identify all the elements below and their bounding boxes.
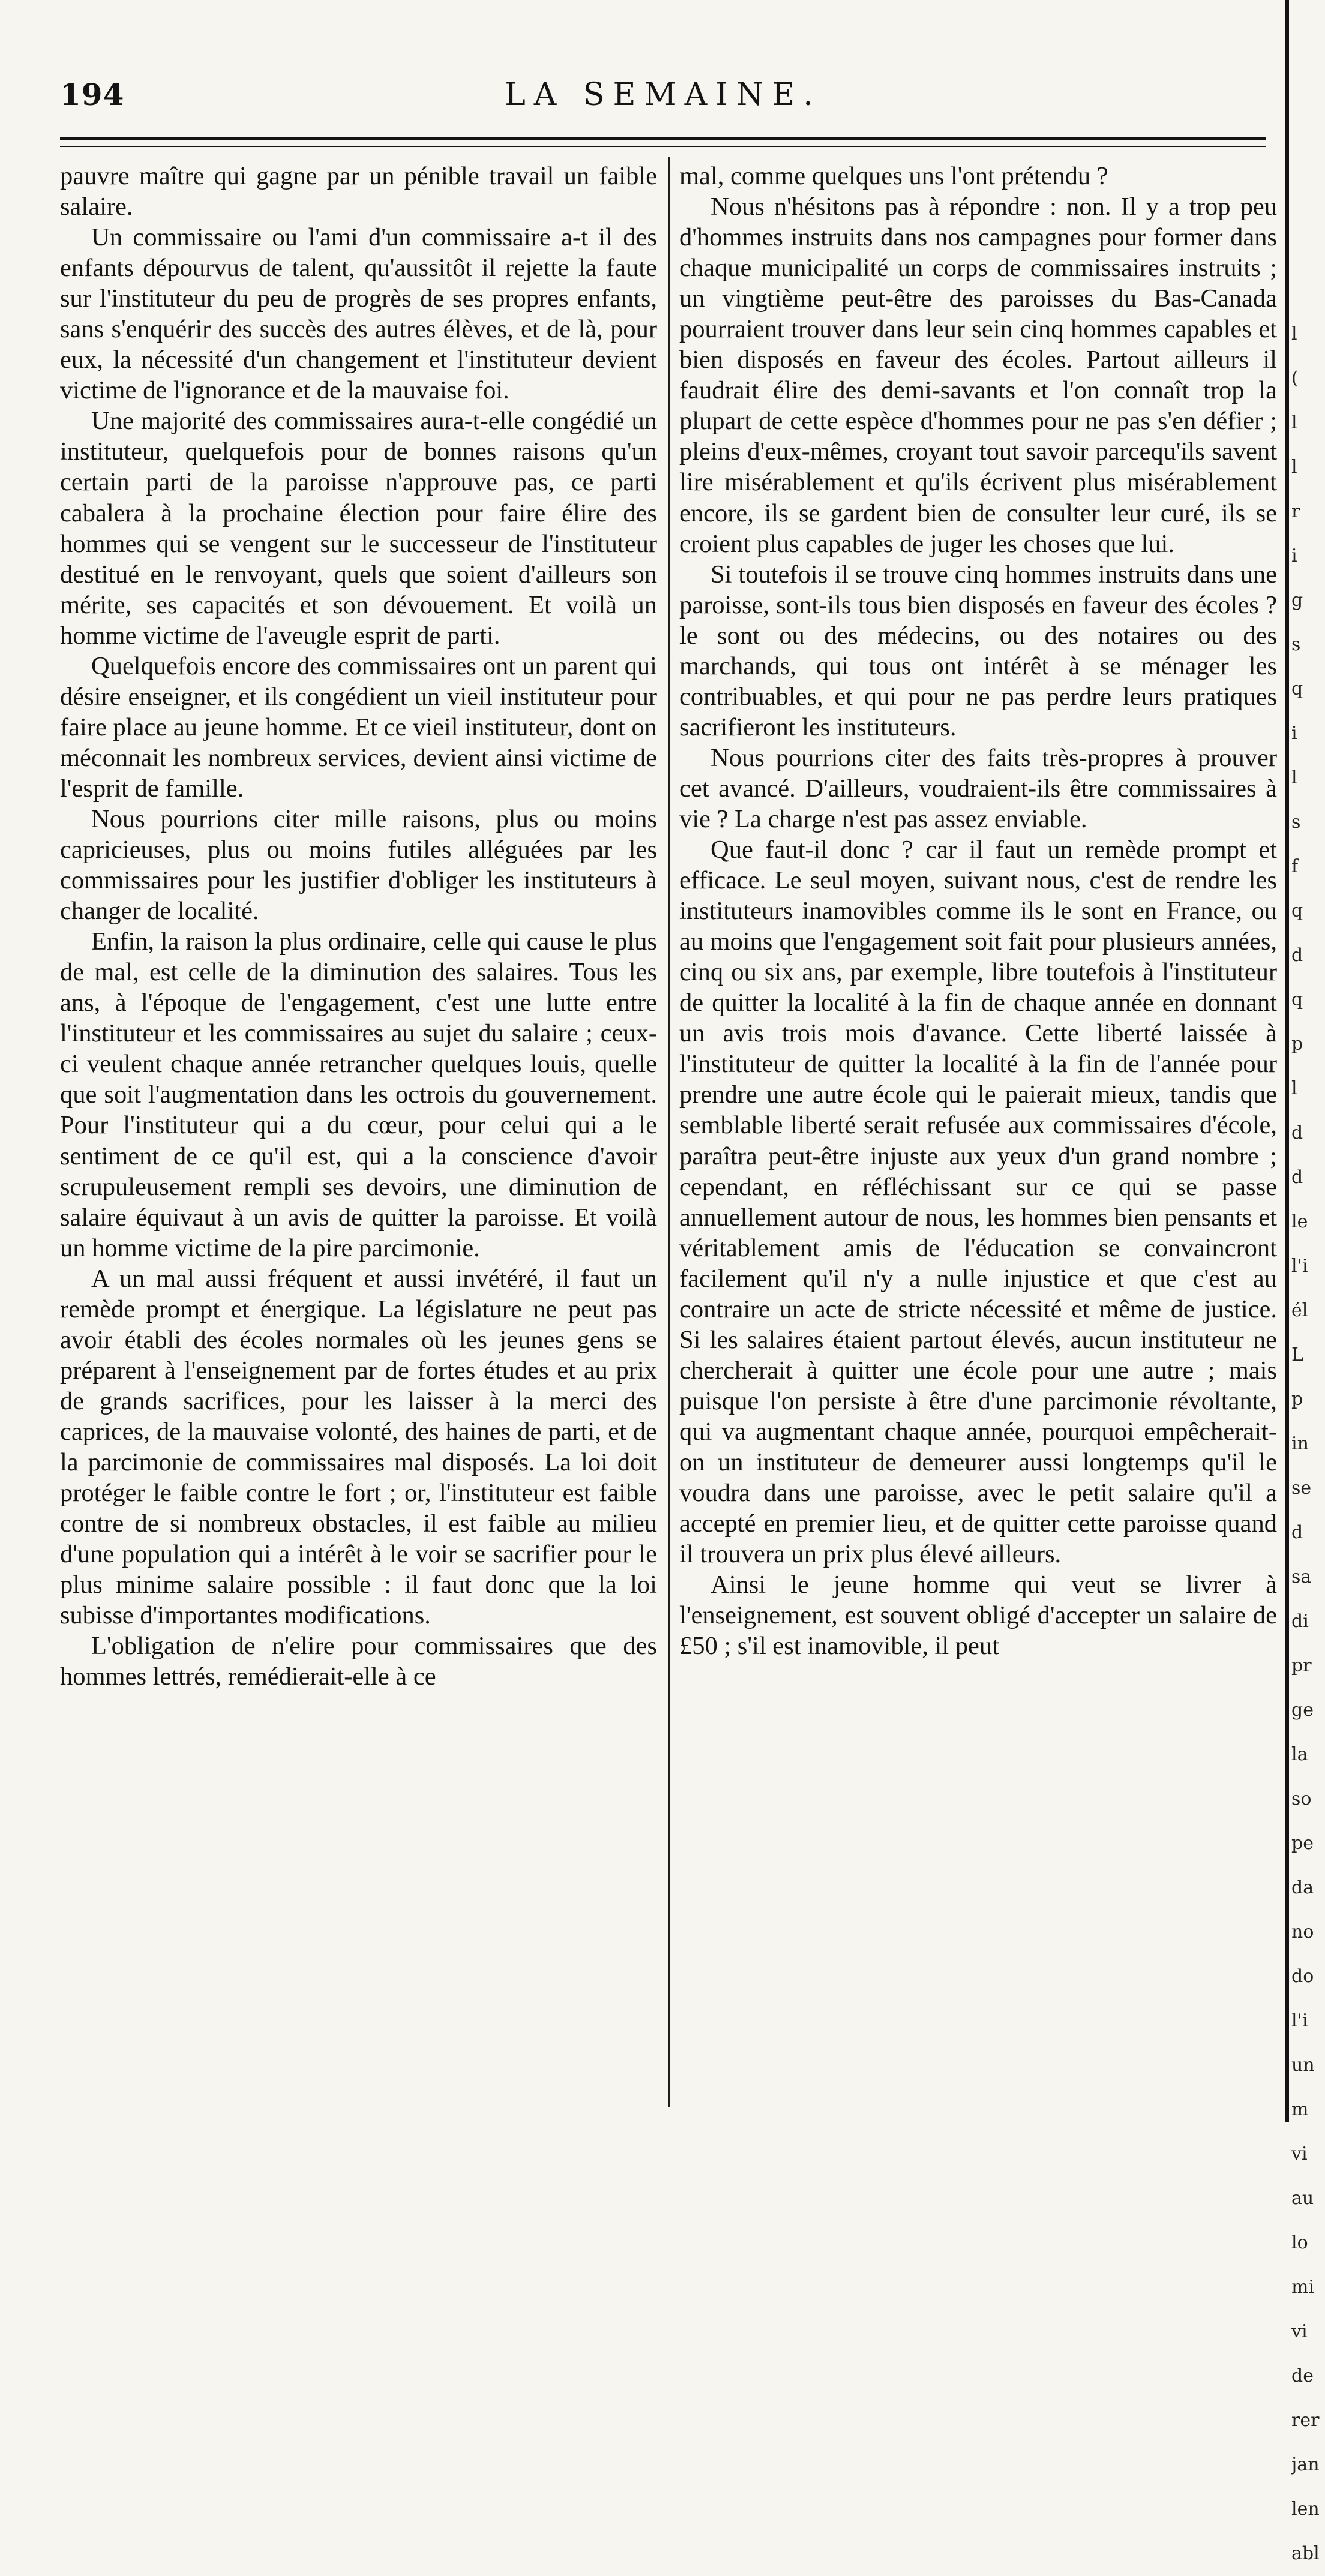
adjacent-page-fragment: ge (1291, 1700, 1314, 1721)
paragraph: mal, comme quelques uns l'ont prétendu ? (679, 162, 1108, 190)
adjacent-page-fragment: l'i (1291, 2010, 1308, 2031)
adjacent-page-fragment: d (1291, 945, 1303, 966)
paragraph: Nous n'hésitons pas à répondre : non. Il y a trop peu d'hommes instruits dans nos campagnes pour former dans chaque municipalité un corps de commissaires instruits ; un vingtième peut-être des paroisses du Bas-Canada pourraient trouver dans leur sein cinq hommes capables et bien disposés en faveur des écoles. Partout ailleurs il faudrait élire des demi-savants et l'on connaît trop la plupart de cette espèce d'hommes pour ne pas s'en défier ; pleins d'eux-mêmes, croyant tout savoir parcequ'ils savent lire misérablement et qu'ils écrivent plus misérablement encore, ils se gardent bien de consulter leur curé, ils se croient plus capables de juger les choses que lui. (679, 193, 1277, 558)
adjacent-page-fragment: pe (1291, 1833, 1314, 1854)
paragraph: pauvre maître qui gagne par un pénible travail un faible salaire. (60, 162, 657, 221)
running-title: LA SEMAINE. (505, 77, 822, 113)
adjacent-page-fragment: l (1291, 323, 1297, 344)
adjacent-page-fragment: mi (1291, 2277, 1315, 2298)
adjacent-page-fragment: len (1291, 2499, 1320, 2520)
paragraph: A un mal aussi fréquent et aussi invétéré, il faut un remède prompt et énergique. La législature ne peut pas avoir établi des écoles normales où les jeunes gens se préparent à l'enseignement par de fortes études et au prix de grands sacrifices, pour les laisser à la merci des caprices, de la mauvaise volonté, des haines de parti, et de la parcimonie de commissaires mal disposés. La loi doit protéger le faible contre le fort ; or, l'instituteur est faible contre de si nombreux obstacles, il est faible au milieu d'une population qui a intérêt à le voir se sacrifier pour le plus minime salaire possible : il faut donc que la loi subisse d'importantes modifications. (60, 1264, 657, 1630)
paragraph: Que faut-il donc ? car il faut un remède prompt et efficace. Le seul moyen, suivant nous, c'est de rendre les instituteurs inamovibles comme ils le sont en France, ou au moins que l'engagement soit fait pour plusieurs années, cinq ou six ans, par exemple, libre toutefois à l'instituteur de quitter la localité à la fin de chaque année en donnant un avis trois mois d'avance. Cette liberté laissée à l'instituteur de quitter la localité à la fin de l'année pour prendre une autre école qui le paierait mieux, tandis que semblable liberté serait refusée aux commissaires d'école, paraîtra peut-être injuste aux yeux d'un grand nombre ; cependant, en réfléchissant sur ce qui se passe annuellement autour de nous, les hommes bien pensants et véritablement amis de l'éducation se convaincront facilement qu'il n'y a nulle injustice et que c'est au contraire un acte de stricte nécessité et même de justice. Si les salaires étaient partout élevés, aucun instituteur ne chercherait à quitter une école pour une autre ; mais puisque l'on persiste à être d'une parcimonie révoltante, qui va augmentant chaque année, pourquoi empêcherait-on un instituteur de demeurer aussi longtemps qu'il le voudra dans une paroisse, avec le petit salaire qu'il a accepté en premier lieu, et de quitter cette paroisse quand il trouvera un prix plus élevé ailleurs. (679, 836, 1277, 1569)
adjacent-page-fragment: un (1291, 2055, 1315, 2076)
adjacent-page-fragment: le (1291, 1211, 1308, 1232)
adjacent-page-fragment: do (1291, 1966, 1314, 1987)
adjacent-page-fragment: se (1291, 1478, 1312, 1499)
adjacent-page-fragment: rer (1291, 2410, 1320, 2431)
adjacent-page-fragment: sa (1291, 1566, 1312, 1587)
paragraph: Quelquefois encore des commissaires ont un parent qui désire enseigner, et ils congédient un vieil instituteur pour faire place au jeune homme. Et ce vieil instituteur, dont on méconnait les nombreux services, devient ainsi victime de l'esprit de famille. (60, 651, 657, 803)
adjacent-page-fragment: in (1291, 1433, 1309, 1454)
adjacent-page-fragment: l (1291, 767, 1297, 788)
adjacent-page-fragment: di (1291, 1611, 1309, 1632)
adjacent-page-fragment: r (1291, 501, 1300, 522)
header-rule-thick (60, 137, 1266, 140)
paragraph: Enfin, la raison la plus ordinaire, celle qui cause le plus de mal, est celle de la diminution des salaires. Tous les ans, à l'époque de l'engagement, c'est une lutte entre l'instituteur et les commissaires au sujet du salaire ; ceux-ci veulent chaque année retrancher quelques louis, quelle que soit l'augmentation dans les octrois du gouvernement. Pour l'instituteur qui a du cœur, pour celui qui a le sentiment de ce qu'il est, qui a la conscience d'avoir scrupuleusement rempli ses devoirs, une diminution de salaire équivaut à un avis de quitter la paroisse. Et voilà un homme victime de la pire parcimonie. (60, 927, 657, 1262)
adjacent-page-fragment: no (1291, 1922, 1314, 1942)
paragraph: Si toutefois il se trouve cinq hommes instruits dans une paroisse, sont-ils tous bien disposés en faveur des écoles ? le sont ou des médecins, ou des notaires ou des marchands, qui tous ont intérêt à se ménager les contribuables, et qui pour ne pas perdre leurs pratiques sacrifieront les instituteurs. (679, 560, 1277, 741)
adjacent-page-fragment: f (1291, 856, 1299, 877)
adjacent-page-fragment: l (1291, 412, 1297, 433)
adjacent-page-fragment: ( (1291, 368, 1299, 389)
left-column (60, 161, 657, 1692)
adjacent-page-fragment: p (1291, 1389, 1303, 1410)
adjacent-page-fragment: vi (1291, 2321, 1308, 2342)
adjacent-page-fragments (1291, 312, 1325, 2576)
adjacent-page-fragment: s (1291, 634, 1301, 655)
adjacent-page-fragment: pr (1291, 1655, 1312, 1676)
adjacent-page-fragment: d (1291, 1522, 1303, 1543)
adjacent-page-fragment: m (1291, 2099, 1309, 2120)
adjacent-page-fragment: g (1291, 590, 1303, 611)
adjacent-page-fragment: i (1291, 723, 1297, 744)
adjacent-page-fragment: s (1291, 812, 1301, 833)
paragraph: Nous pourrions citer mille raisons, plus ou moins capricieuses, plus ou moins futiles alléguées par les commissaires pour les justifier d'obliger les instituteurs à changer de localité. (60, 804, 657, 926)
adjacent-page-fragment: q (1291, 989, 1303, 1010)
adjacent-page-fragment: l (1291, 1078, 1297, 1099)
paragraph: Un commissaire ou l'ami d'un commissaire a-t il des enfants dépourvus de talent, qu'aussitôt il rejette la faute sur l'instituteur du peu de progrès de ses propres enfants, sans s'enquérir des succès des autres élèves, et de là, pour eux, la nécessité d'un changement et l'instituteur devient victime de l'ignorance et de la mauvaise foi. (60, 223, 657, 405)
header-rule-thin (60, 146, 1266, 147)
adjacent-page-fragment: jan (1291, 2454, 1320, 2475)
adjacent-page-fragment: p (1291, 1034, 1303, 1055)
adjacent-page-fragment: q (1291, 678, 1303, 699)
right-column (679, 161, 1277, 1661)
adjacent-page-fragment: d (1291, 1122, 1303, 1143)
paragraph: Nous pourrions citer des faits très-propres à prouver cet avancé. D'ailleurs, voudraient-ils être commissaires à vie ? La charge n'est pas assez enviable. (679, 743, 1277, 833)
paragraph: Ainsi le jeune homme qui veut se livrer à l'enseignement, est souvent obligé d'accepter un salaire de £50 ; s'il est inamovible, il peut (679, 1571, 1277, 1661)
adjacent-page-fragment: so (1291, 1788, 1312, 1809)
adjacent-page-fragment: au (1291, 2188, 1314, 2209)
adjacent-page-fragment: q (1291, 900, 1303, 921)
adjacent-page-fragment: da (1291, 1877, 1314, 1898)
paragraph: Une majorité des commissaires aura-t-elle congédié un instituteur, quelquefois pour de bonnes raisons qu'un certain parti de la paroisse n'approuve pas, ce parti cabalera à la prochaine élection pour faire élire des hommes qui se vengent sur le successeur de l'instituteur destitué en le renvoyant, quels que soient d'ailleurs son mérite, ses capacités et son dévouement. Et voilà un homme victime de l'aveugle esprit de parti. (60, 407, 657, 650)
page-header (60, 77, 1266, 125)
adjacent-page-fragment: L (1291, 1344, 1303, 1365)
adjacent-page-fragment: vi (1291, 2143, 1308, 2164)
adjacent-page-fragment: i (1291, 545, 1297, 566)
adjacent-page-fragment: d (1291, 1167, 1303, 1188)
adjacent-page-fragment: abl (1291, 2543, 1320, 2564)
adjacent-page-fragment: él (1291, 1300, 1308, 1321)
adjacent-page-fragment: de (1291, 2365, 1314, 2386)
page-edge-line (1285, 0, 1289, 2122)
adjacent-page-fragment: l (1291, 457, 1297, 478)
column-divider (668, 157, 670, 2107)
adjacent-page-fragment: la (1291, 1744, 1308, 1765)
adjacent-page-fragment: l'i (1291, 1256, 1308, 1277)
paragraph: L'obligation de n'elire pour commissaires que des hommes lettrés, remédierait-elle à ce (60, 1632, 657, 1691)
page-number: 194 (60, 77, 125, 112)
adjacent-page-fragment: lo (1291, 2232, 1308, 2253)
